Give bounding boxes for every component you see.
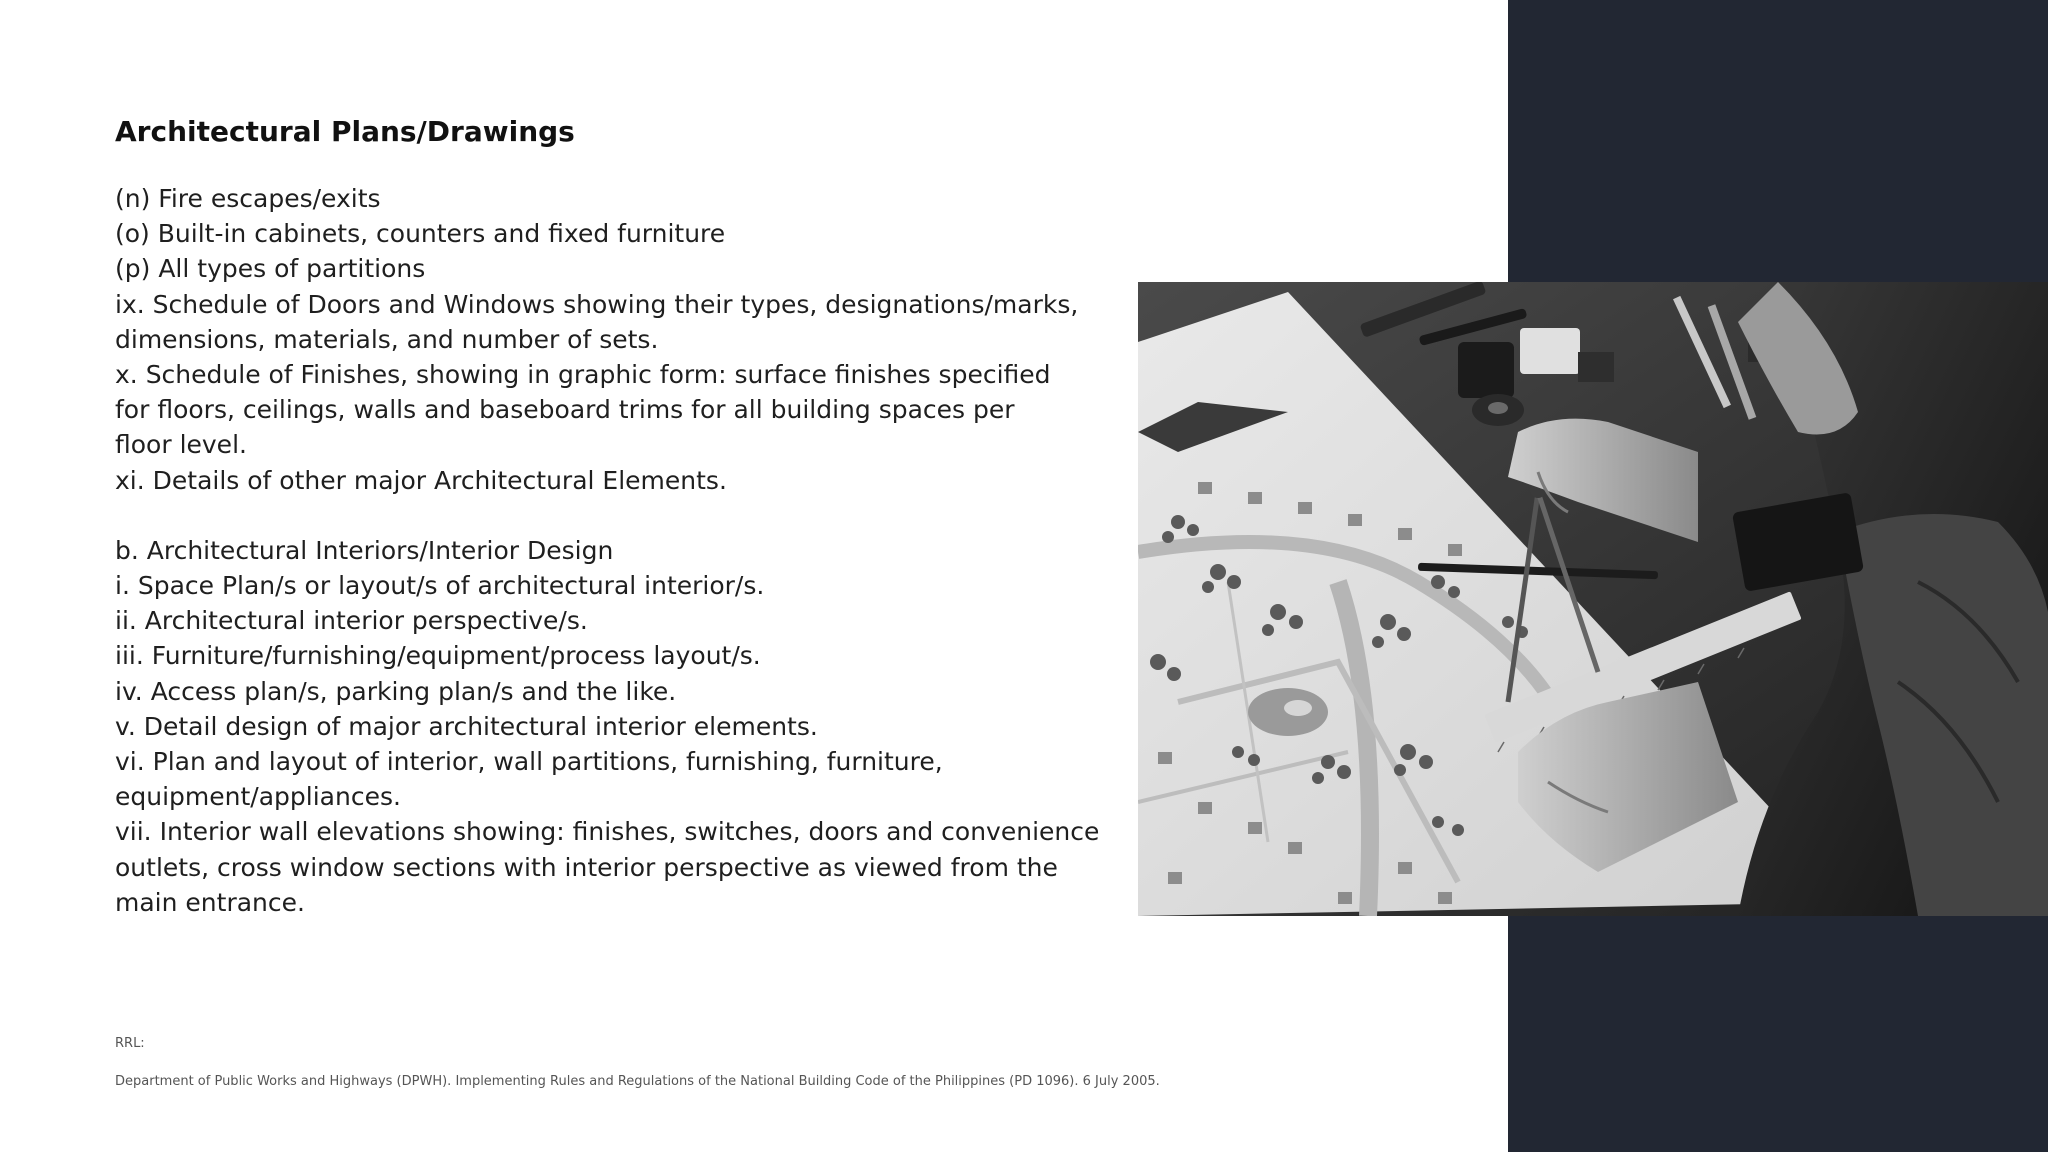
body-line: floor level. [115,430,247,460]
body-line: ix. Schedule of Doors and Windows showing their types, designations/marks, [115,289,1079,319]
body-line: iii. Furniture/furnishing/equipment/process layout/s. [115,641,761,671]
body-line: b. Architectural Interiors/Interior Design [115,535,614,565]
body-line: outlets, cross window sections with interior perspective as viewed from the [115,852,1058,882]
body-line: (p) All types of partitions [115,254,426,284]
body-text [115,181,1100,920]
body-line: iv. Access plan/s, parking plan/s and the like. [115,676,677,706]
body-line: (n) Fire escapes/exits [115,184,381,213]
body-line: v. Detail design of major architectural interior elements. [115,711,818,741]
rrl-label: RRL: [115,1036,145,1051]
body-line: xi. Details of other major Architectural Elements. [115,465,727,495]
body-line: ii. Architectural interior perspective/s. [115,606,588,636]
body-line: x. Schedule of Finishes, showing in graphic form: surface finishes specified [115,359,1051,389]
body-line: vii. Interior wall elevations showing: finishes, switches, doors and convenience [115,817,1100,847]
body-line: dimensions, materials, and number of sets. [115,324,659,354]
reference-citation: Department of Public Works and Highways (DPWH). Implementing Rules and Regulations of the National Building Code of the Philippines (PD 1096). 6 July 2005. [115,1074,1160,1089]
body-line: for floors, ceilings, walls and baseboard trims for all building spaces per [115,395,1015,425]
architect-drafting-photo [1138,282,2048,916]
body-line: equipment/appliances. [115,782,401,812]
body-line: main entrance. [115,887,305,917]
slide-title: Architectural Plans/Drawings [115,115,575,148]
body-line: i. Space Plan/s or layout/s of architectural interior/s. [115,571,765,601]
body-line: vi. Plan and layout of interior, wall partitions, furnishing, furniture, [115,747,943,776]
photo-illustration [1138,282,2048,916]
paragraph-gap [115,498,1075,533]
body-line: (o) Built-in cabinets, counters and fixed furniture [115,219,726,249]
